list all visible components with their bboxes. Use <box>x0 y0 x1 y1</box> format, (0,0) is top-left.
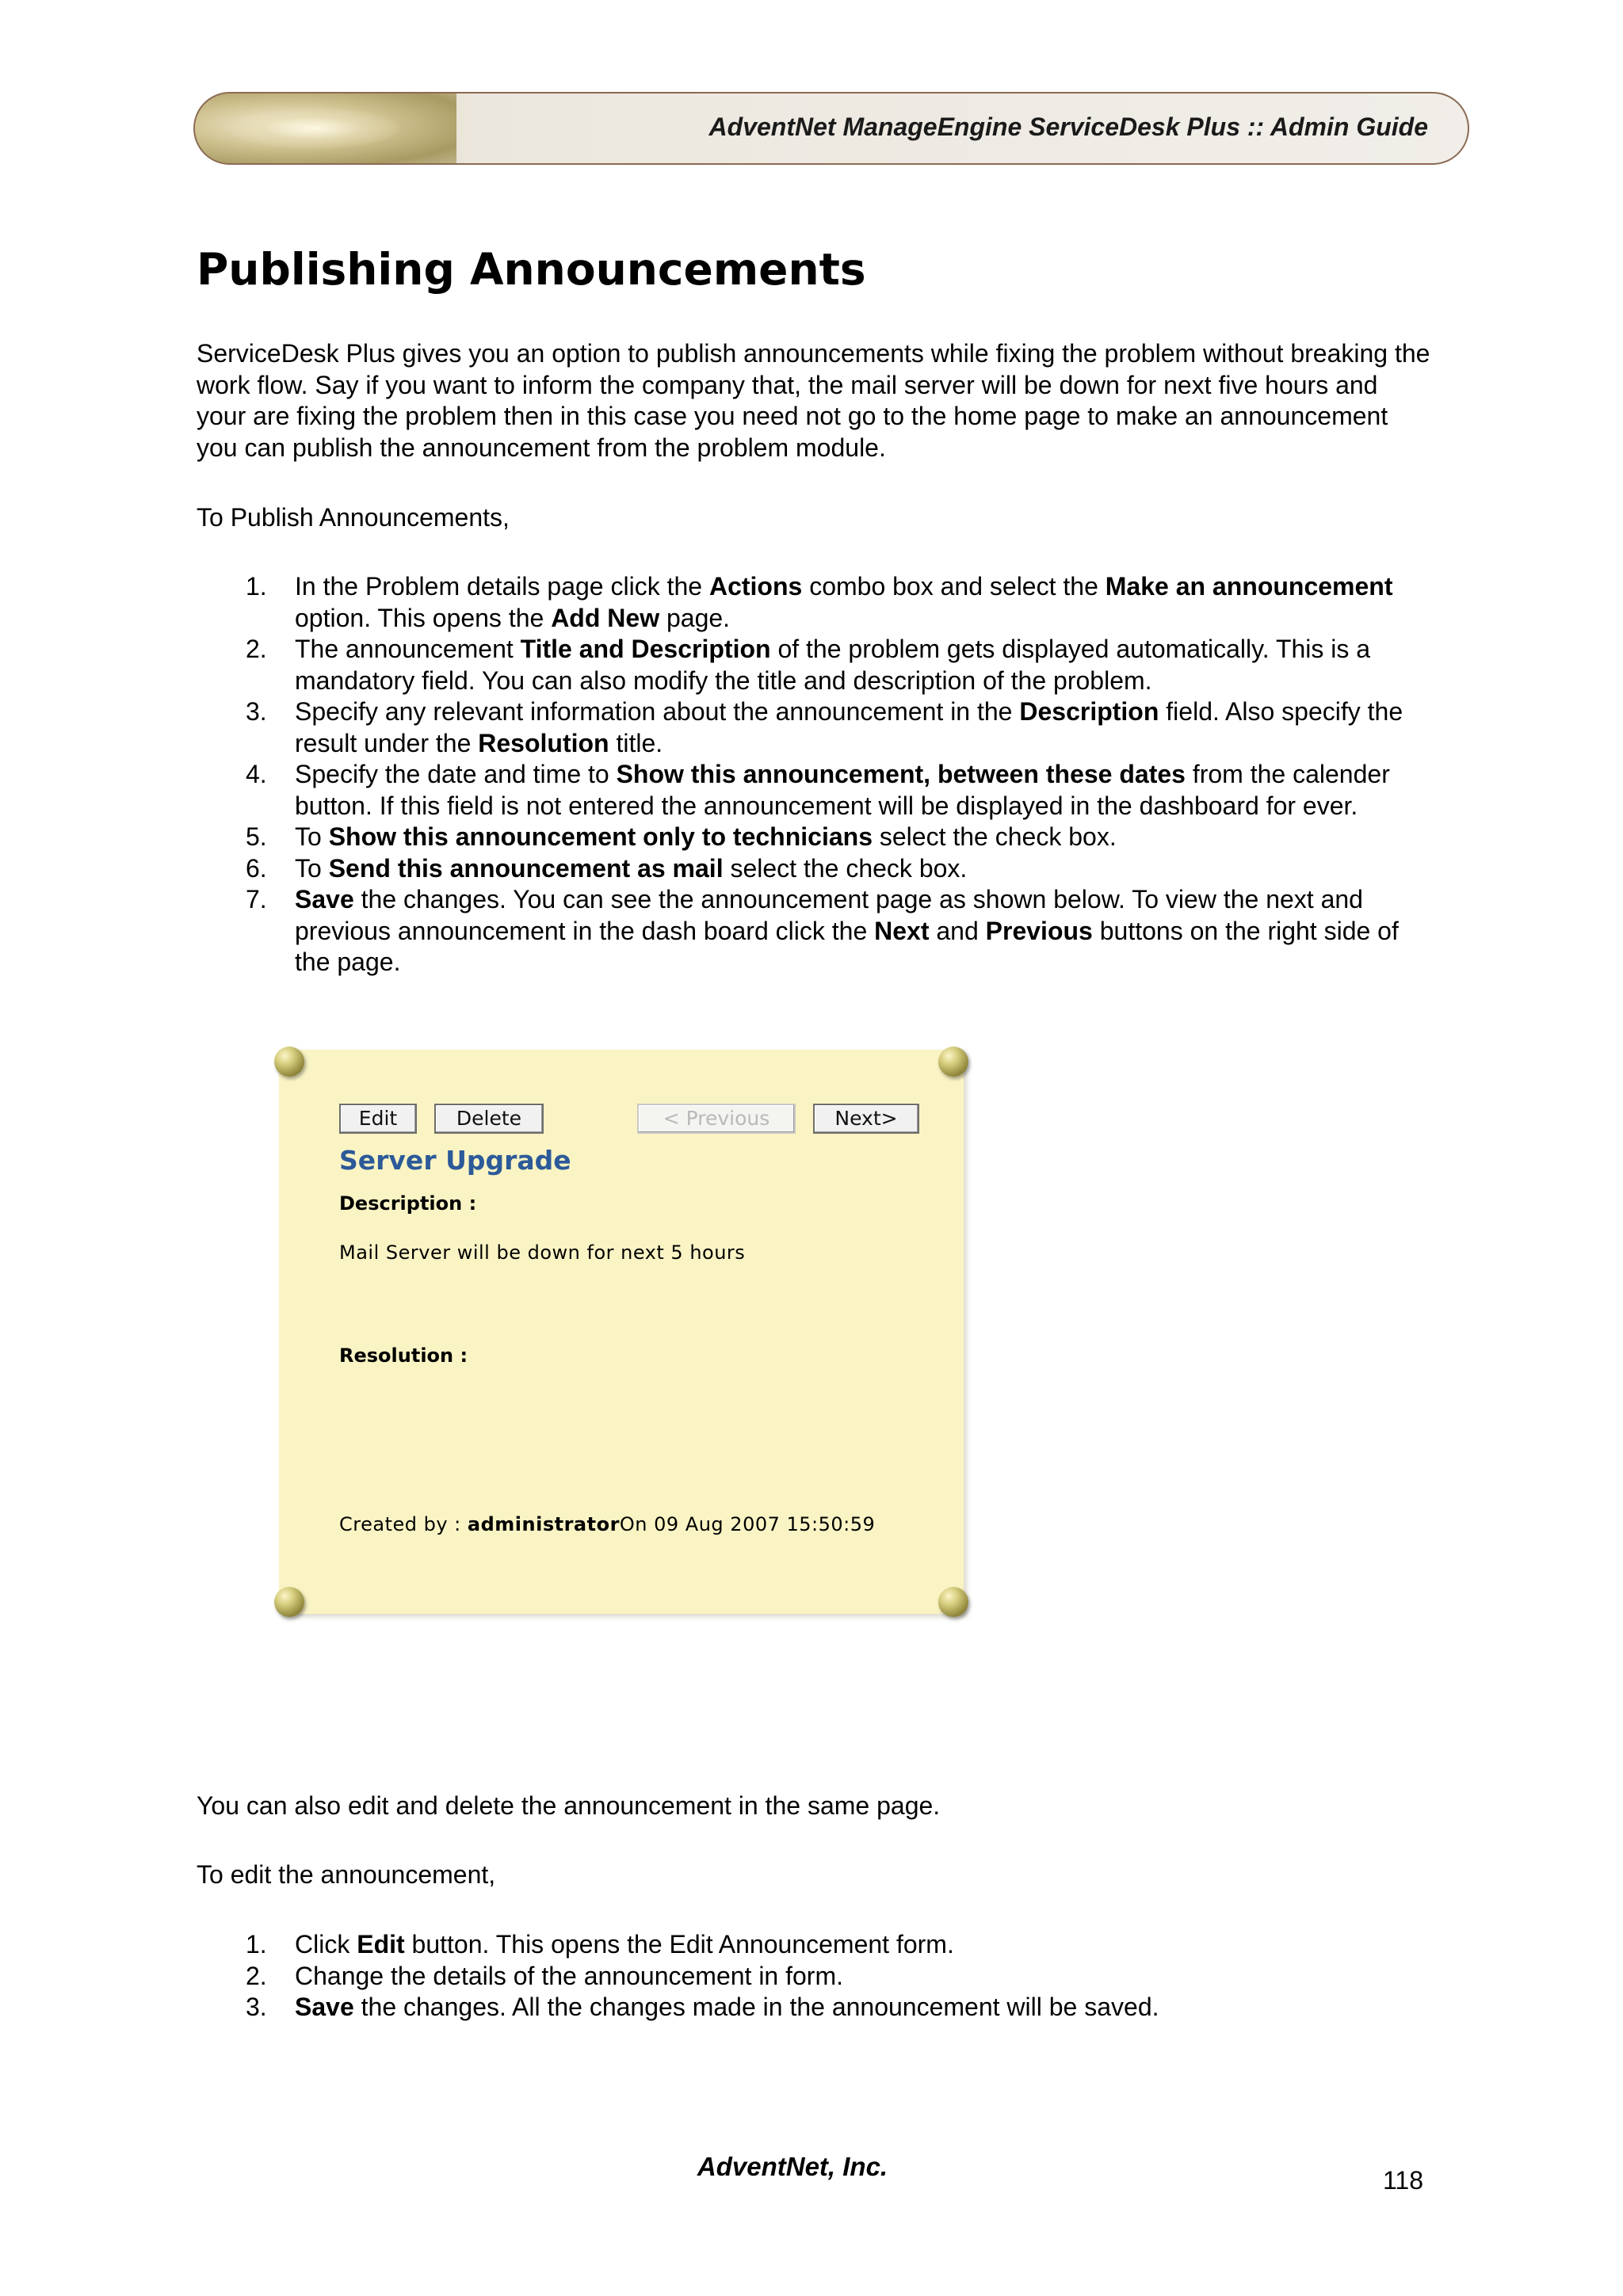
bold-term: Add New <box>551 603 660 632</box>
bold-term: Actions <box>708 572 803 601</box>
bold-term: Edit <box>357 1930 405 1958</box>
bold-term: Show this announcement only to technicians <box>328 822 873 851</box>
edit-lead: To edit the announcement, <box>197 1860 496 1889</box>
step-text: and <box>929 916 986 945</box>
announcement-title: Server Upgrade <box>339 1145 571 1176</box>
publish-lead: To Publish Announcements, <box>197 503 510 532</box>
step-text: combo box and select the <box>802 572 1106 601</box>
description-text: Mail Server will be down for next 5 hours <box>339 1241 746 1264</box>
step-text: Specify the date and time to <box>295 760 617 788</box>
created-date: On 09 Aug 2007 15:50:59 <box>619 1513 876 1535</box>
bold-term: Save <box>295 1993 354 2021</box>
list-item-number: 7. <box>246 885 267 913</box>
step-text: To <box>295 853 329 883</box>
step-text: option. This opens the <box>295 603 552 632</box>
list-item <box>197 571 1433 634</box>
bold-term: Make an announcement <box>1105 572 1393 601</box>
list-item <box>197 759 1433 822</box>
list-item <box>197 853 1433 885</box>
step-text: select the check box. <box>872 822 1117 851</box>
step-text: of the problem gets displayed automatically. This is a mandatory field. You can also modify the title and description of the problem. <box>295 635 1371 695</box>
pushpin-icon <box>274 1047 304 1077</box>
resolution-label: Resolution : <box>339 1344 468 1367</box>
list-item-number: 6. <box>246 853 267 883</box>
list-item <box>197 884 1433 978</box>
step-text: select the check box. <box>723 853 968 883</box>
step-text: the changes. All the changes made in the announcement will be saved. <box>353 1993 1159 2021</box>
list-item <box>197 1929 1433 1961</box>
previous-button[interactable]: < Previous <box>637 1104 796 1134</box>
list-item <box>197 634 1433 696</box>
step-text: The announcement <box>295 635 521 663</box>
bold-term: Previous <box>985 916 1093 945</box>
description-label: Description : <box>339 1192 477 1215</box>
pushpin-icon <box>938 1587 968 1617</box>
list-item-number: 4. <box>246 760 267 788</box>
list-item-number: 1. <box>246 572 267 601</box>
list-item <box>197 696 1433 759</box>
step-text: the changes. You can see the announcement page as shown below. To view the next and previous announcement in the dash board click the <box>295 885 1363 945</box>
footer-company: AdventNet, Inc. <box>697 2152 888 2181</box>
intro-paragraph: ServiceDesk Plus gives you an option to publish announcements while fixing the problem without breaking the work flow. Say if you want to inform the company that, the mail server will be down for next five hours and your are fixing the problem then in this case you need not go to the home page to make an announcement you can publish the announcement from the problem module. <box>197 339 1430 462</box>
bold-term: Show this announcement, between these dates <box>616 760 1186 788</box>
page-title: Publishing Announcements <box>197 244 866 295</box>
created-prefix: Created by : <box>339 1513 468 1535</box>
publish-steps-list <box>197 571 1433 978</box>
bold-term: Title and Description <box>520 635 771 663</box>
created-user: administrator <box>467 1513 620 1535</box>
header-logo-image <box>195 93 456 163</box>
list-item-number: 3. <box>246 1993 267 2021</box>
list-item-number: 2. <box>246 1961 267 1990</box>
list-item-number: 5. <box>246 822 267 851</box>
list-item <box>197 1961 1433 1993</box>
next-button[interactable]: Next> <box>813 1104 919 1134</box>
delete-button[interactable]: Delete <box>434 1104 544 1134</box>
list-item <box>197 822 1433 853</box>
step-text: In the Problem details page click the <box>295 572 709 601</box>
list-item-number: 2. <box>246 635 267 663</box>
list-item-number: 3. <box>246 697 267 726</box>
page-number: 118 <box>1383 2166 1424 2195</box>
pushpin-icon <box>938 1047 968 1077</box>
edit-steps-list <box>197 1929 1433 2023</box>
step-text: Change the details of the announcement in form. <box>295 1961 843 1990</box>
bold-term: Save <box>295 885 354 913</box>
step-text: Specify any relevant information about the announcement in the <box>295 697 1020 726</box>
list-item-number: 1. <box>246 1930 267 1958</box>
pushpin-icon <box>274 1587 304 1617</box>
announcement-note <box>279 1050 964 1614</box>
edit-intro: You can also edit and delete the announcement in the same page. <box>197 1791 941 1820</box>
step-text: title. <box>609 728 663 757</box>
step-text: button. This opens the Edit Announcement form. <box>404 1930 954 1958</box>
edit-button[interactable]: Edit <box>339 1104 417 1134</box>
step-text: buttons on the right side of the page. <box>295 916 1399 976</box>
step-text: field. Also specify the result under the <box>295 697 1403 757</box>
step-text: page. <box>659 603 731 632</box>
bold-term: Next <box>874 916 930 945</box>
header-banner <box>193 92 1469 165</box>
header-title: AdventNet ManageEngine ServiceDesk Plus :: Admin Guide <box>708 113 1428 141</box>
created-info <box>339 1512 910 1536</box>
step-text: from the calender button. If this field is not entered the announcement will be displayed in the dashboard for ever. <box>295 760 1390 820</box>
bold-term: Description <box>1019 697 1159 726</box>
list-item <box>197 1992 1433 2023</box>
step-text: To <box>295 822 329 851</box>
bold-term: Resolution <box>478 728 609 757</box>
bold-term: Send this announcement as mail <box>328 853 724 883</box>
step-text: Click <box>295 1930 357 1958</box>
